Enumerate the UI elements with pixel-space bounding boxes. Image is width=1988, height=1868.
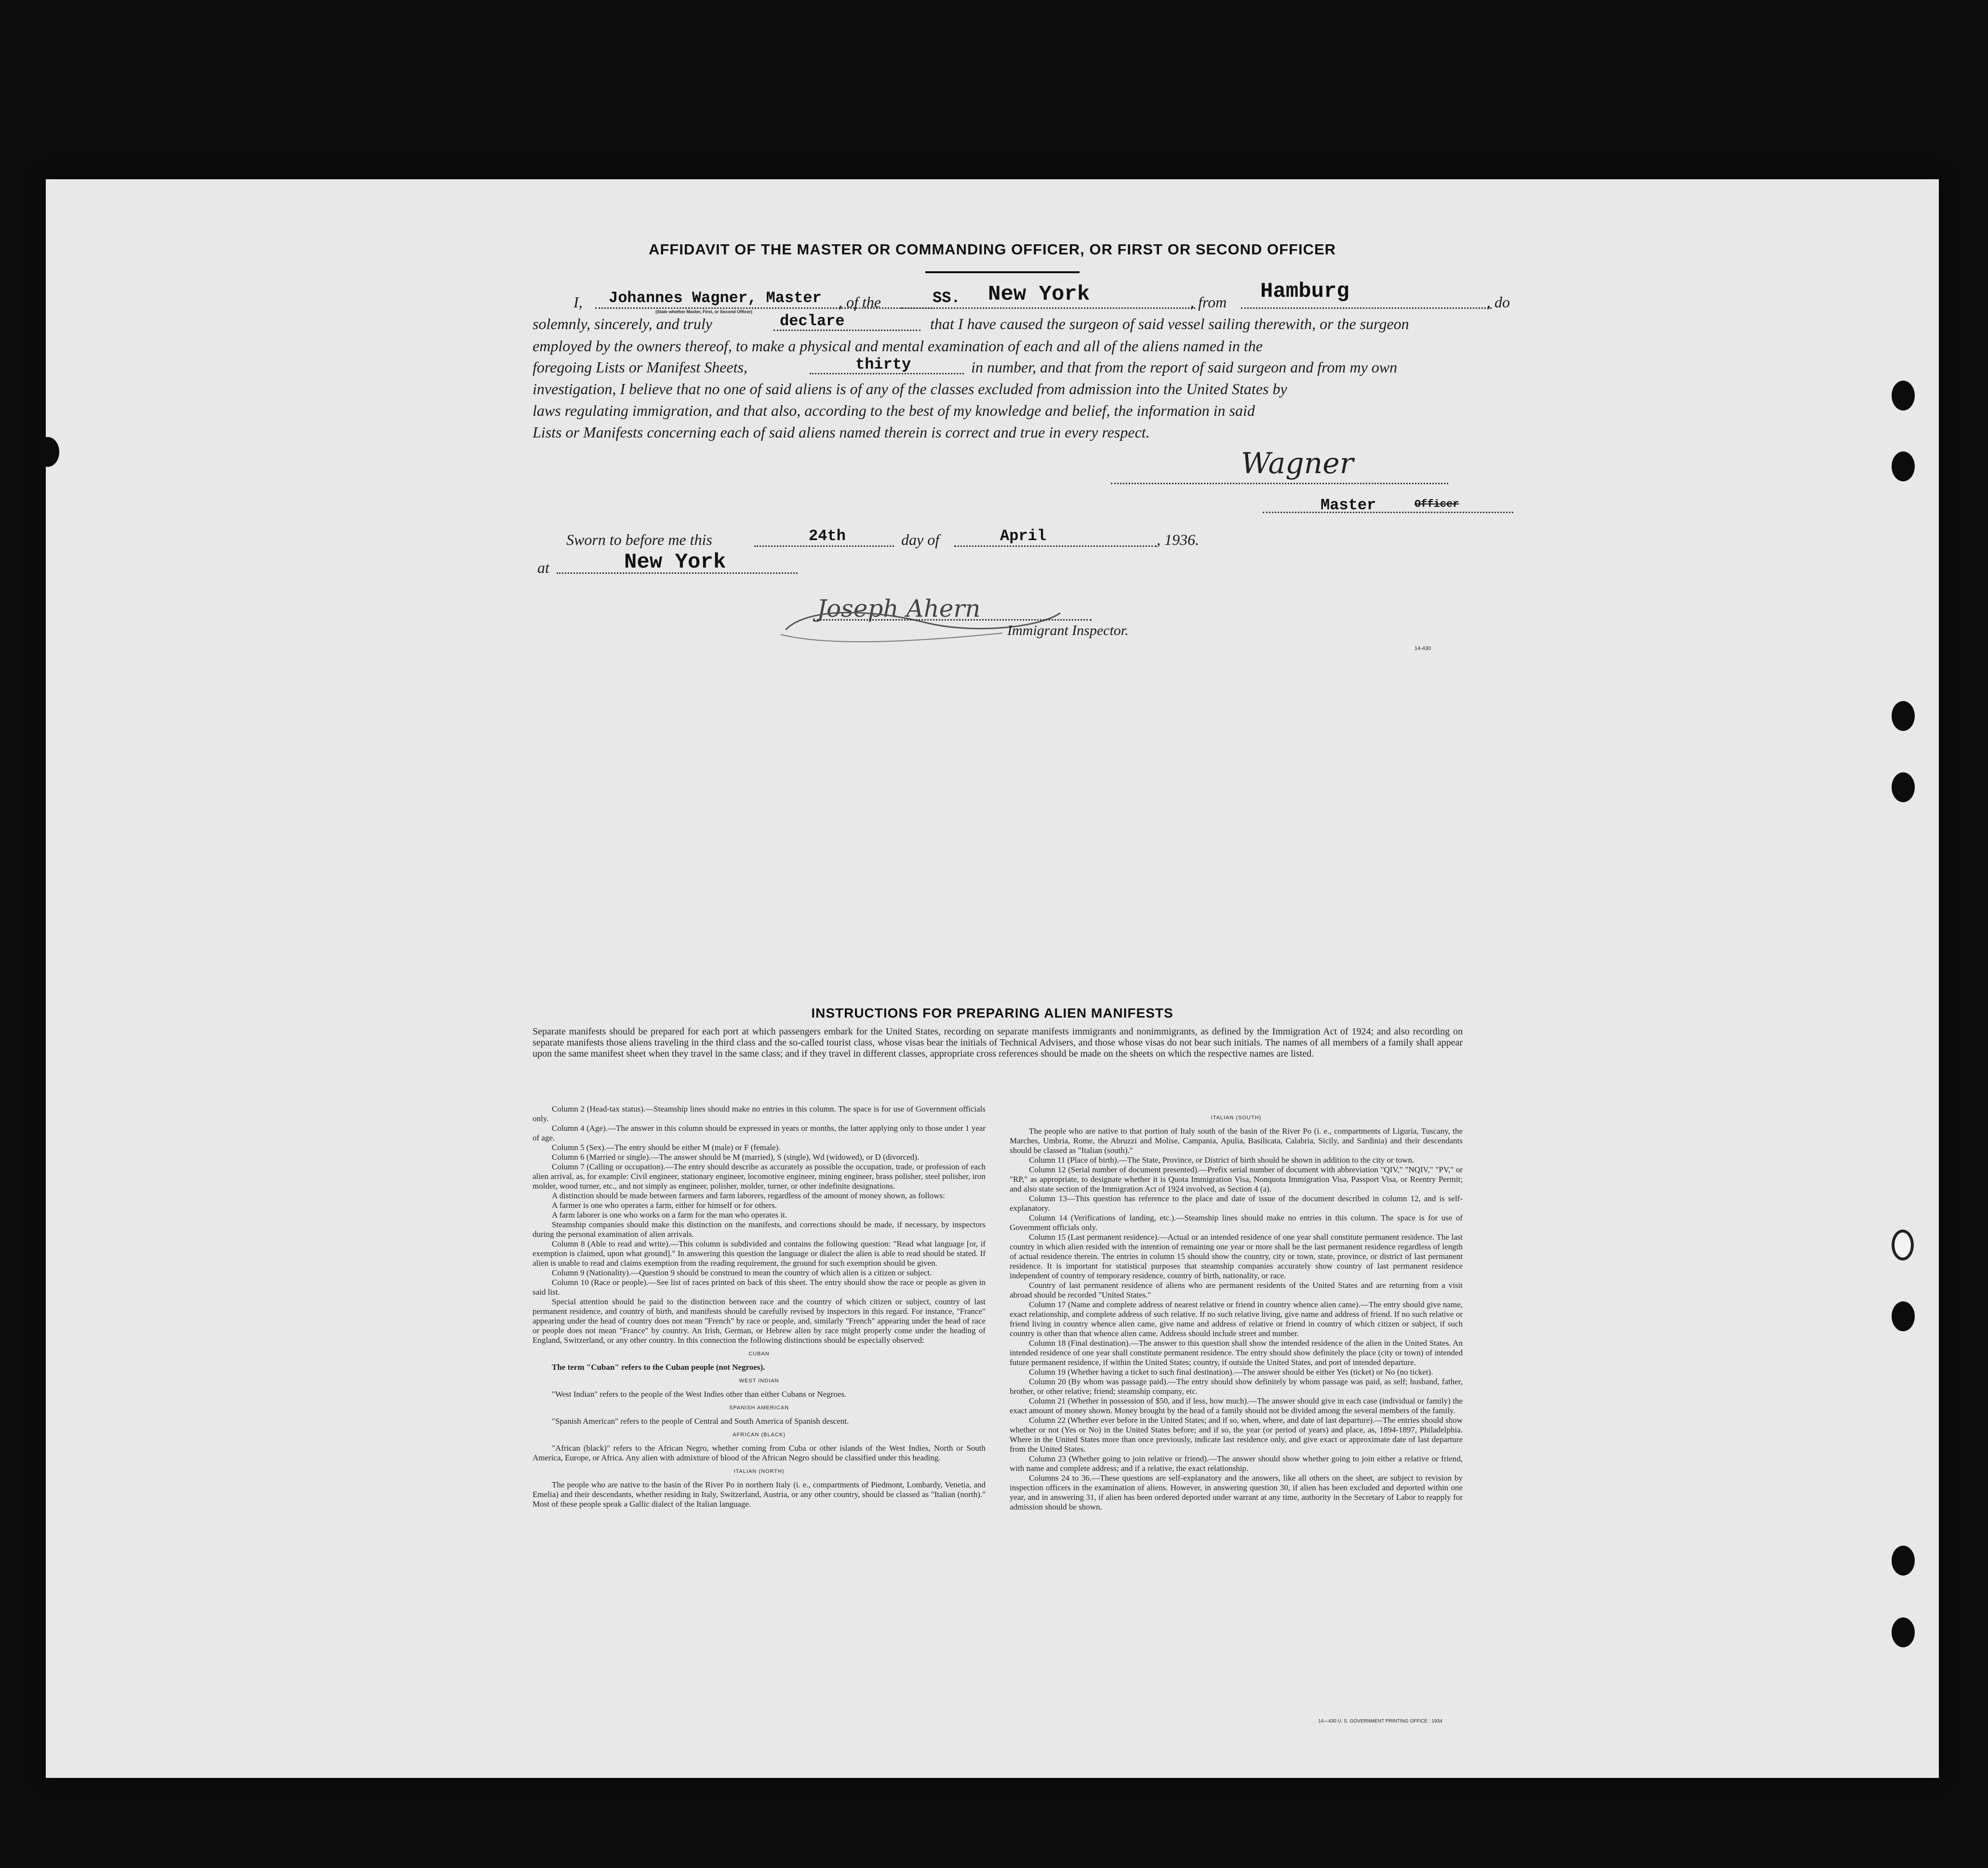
section-heading: SPANISH AMERICAN <box>729 1405 789 1411</box>
form-number: 14-430 <box>1414 646 1431 651</box>
at-label: at <box>537 559 549 576</box>
punch-hole <box>36 437 59 467</box>
instruction-paragraph: Columns 24 to 36.—These questions are self-explanatory and the answers, like all others on the sheet, are subject to revision by inspection officers in the examination of aliens. However, in answering question 30, if alien has been excluded and deported within one year, and in answering 31, if alien has been ordered deported under warrant at any time, authority in the Secretary of Labor to reapply for admission should be shown. <box>1010 1473 1463 1511</box>
affidavit-text: investigation, I believe that no one of said aliens is of any of the classes excluded from admission into the United States by <box>533 380 1287 397</box>
rank-struck: Officer <box>1414 498 1459 510</box>
affidavit-text: foregoing Lists or Manifest Sheets, <box>533 358 747 376</box>
instruction-paragraph: Column 20 (By whom was passage paid).—The entry should show definitely by whom passage was paid, as self; husband, father, brother, or other relative; friend; steamship company, etc. <box>1010 1377 1463 1396</box>
title-rule <box>925 271 1080 273</box>
instruction-paragraph: Column 21 (Whether in possession of $50, and if less, how much).—The answer should give in each case (individual or family) the exact amount of money shown. Money brought by the head of a family should not be divided among the several members of the family. <box>1010 1396 1463 1415</box>
punch-hole <box>1892 1617 1915 1647</box>
affidavit-text: Lists or Manifests concerning each of said aliens named therein is correct and true in every respect. <box>533 424 1150 441</box>
instruction-paragraph: Special attention should be paid to the distinction between race and the country of which citizen or subject, country of last permanent residence, and country of birth, and manifests should be carefully revised by inspectors in this regard. For instance, "France" appearing under the head of country does not mean "French" by race or people, and, similarly "French" appearing under the head of race or people does not mean "France" by country. An Irish, German, or Hebrew alien by race might properly come under the heading of England, Switzerland, or any other country. In this connection the following distinctions should be especially observed: <box>533 1297 986 1345</box>
instruction-paragraph: "African (black)" refers to the African Negro, whether coming from Cuba or other islands of the West Indies, North or South America, Europe, or Africa. Any alien with admixture of blood of the African Negro should be classified under this heading. <box>533 1444 986 1462</box>
instruction-paragraph: Column 6 (Married or single).—The answer should be M (married), S (single), Wd (widowed), or D (divorced). <box>552 1153 920 1162</box>
inspector-line <box>817 619 1092 621</box>
punch-hole <box>1892 1230 1914 1260</box>
instruction-paragraph: Column 11 (Place of birth).—The State, Province, or District of birth should be shown in addition to the city or town. <box>1029 1155 1414 1165</box>
sworn-year: , 1936. <box>1157 531 1199 548</box>
instruction-paragraph: Column 14 (Verifications of landing, etc.).—Steamship lines should make no entries in this column. The space is for use of Government officials only. <box>1010 1213 1463 1232</box>
vessel-prefix: SS. <box>933 289 961 307</box>
section-heading: AFRICAN (BLACK) <box>733 1432 786 1438</box>
instruction-paragraph: Column 8 (Able to read and write).—This column is subdivided and contains the following question: "Read what language [or, if exemption is claimed, upon what ground]." In answering this question the language or dialect the alien is able to read should be stated. If alien is unable to read and claims exemption from the reading requirement, the ground for such exemption should be given. <box>533 1239 986 1268</box>
instruction-paragraph: A farmer is one who operates a farm, either for himself or for others. <box>552 1201 777 1210</box>
affidavit-text: that I have caused the surgeon of said vessel sailing therewith, or the surgeon <box>930 315 1409 332</box>
vessel-name: New York <box>988 282 1090 306</box>
affidavit-text: I, <box>574 293 583 311</box>
instruction-paragraph: Column 5 (Sex).—The entry should be either M (male) or F (female). <box>552 1143 781 1152</box>
instruction-paragraph: The term "Cuban" refers to the Cuban people (not Negroes). <box>552 1363 765 1372</box>
instructions-intro: Separate manifests should be prepared for each port at which passengers embark for the United States, recording on separate manifests immigrants and nonimmigrants, as defined by the Immigration Act of 1924; and also recording on separate manifests those aliens traveling in the third class and the so-called tourist class, whose visas bear the initials of Technical Advisers, and those whose visas do not bear such initials. The names of all members of a family shall appear upon the same manifest sheet when they travel in the same class; and if they travel in different classes, appropriate cross references should be made on the sheets on which the respective names are listed. <box>533 1026 1463 1059</box>
instruction-paragraph: The people who are native to that portion of Italy south of the basin of the River Po (i. e., compartments of Liguria, Tuscany, the Marches, Umbria, Rome, the Abruzzi and Molise, Campania, Apulia, Basilicata, Calabria, Sicily, and Sardinia) and their descendants should be classed as "Italian (south)." <box>1010 1126 1463 1155</box>
sworn-place: New York <box>624 550 726 574</box>
instruction-paragraph: Column 15 (Last permanent residence).—Actual or an intended residence of one year shall constitute permanent residence. The last country in which alien resided with the intention of remaining one year or more shall be the last permanent residence regardless of length of actual residence therein. The entries in column 15 should show the country, city or town, state, province, or district of last permanent residence. It is important for statistical purposes that steamship companies accurately show country of last permanent residence independent of country of temporary residence, country of birth, nationality, or race. <box>1010 1232 1463 1280</box>
fill-line <box>754 545 894 547</box>
instruction-paragraph: A distinction should be made between farmers and farm laborers, regardless of the amount of money shown, as follows: <box>552 1191 945 1200</box>
affidavit-text: , of the <box>839 293 881 311</box>
sworn-month: April <box>1000 527 1047 545</box>
master-signature: Wagner <box>1241 447 1354 480</box>
signature-line <box>1111 483 1448 484</box>
instruction-paragraph: Column 7 (Calling or occupation).—The entry should describe as accurately as possible the occupation, trade, or profession of each alien arrival, as, for example: Civil engineer, stationary engineer, locomotive engineer, mining engineer, brass polisher, steel polisher, iron molder, wood turner, etc., and not simply as engineer, polisher, molder, turner, or other indefinite designations. <box>533 1162 986 1191</box>
declare-verb: declare <box>780 312 845 330</box>
inspector-signature: Joseph Ahern <box>817 595 981 623</box>
instructions-title: INSTRUCTIONS FOR PREPARING ALIEN MANIFESTS <box>811 1006 1174 1020</box>
instruction-paragraph: Column 23 (Whether going to join relative or friend).—The answer should show whether going to join either a relative or friend, with name and complete address; and if a relative, the exact relationship. <box>1010 1454 1463 1473</box>
instruction-paragraph: "Spanish American" refers to the people of Central and South America of Spanish descent. <box>552 1417 849 1426</box>
rank: Master <box>1321 496 1376 514</box>
instruction-paragraph: Column 13—This question has reference to the place and date of issue of the document described in column 12, and is self-explanatory. <box>1010 1194 1463 1213</box>
printing-office-footer: 14—430 U. S. GOVERNMENT PRINTING OFFICE : 1934 <box>1318 1719 1442 1724</box>
punch-hole <box>1892 1546 1915 1576</box>
affidavit-text: , do <box>1487 293 1510 311</box>
instruction-paragraph: Column 18 (Final destination).—The answer to this question shall show the intended residence of the alien in the United States. An intended residence of one year shall constitute permanent residence. The entry should show definitely the place (city or town) of intended future permanent residence, if within the United States; country, if outside the United States, and port of intended departure. <box>1010 1338 1463 1367</box>
section-heading: ITALIAN (SOUTH) <box>1211 1115 1262 1121</box>
affidavit-text: solemnly, sincerely, and truly <box>533 315 712 332</box>
section-heading: CUBAN <box>748 1351 770 1357</box>
instructions-right-column <box>1010 1109 1463 1512</box>
punch-hole <box>1892 381 1915 411</box>
sworn-day: 24th <box>809 527 846 545</box>
sworn-text: day of <box>901 531 940 548</box>
punch-hole <box>1892 451 1915 481</box>
instruction-paragraph: Column 12 (Serial number of document presented).—Prefix serial number of document with abbreviation "QIV," "NQIV," "PV," or "RP," as appropriate, to designate whether it is Quota Immigration Visa, Nonquota Immigration Visa, Passport Visa, or Reentry Permit; and also state section of the Immigration Act of 1924 involved, as Section 4 (a). <box>1010 1165 1463 1193</box>
manifest-sheet <box>46 179 1939 1778</box>
fill-line <box>595 307 933 309</box>
affidavit-title: AFFIDAVIT OF THE MASTER OR COMMANDING OFFICER, OR FIRST OR SECOND OFFICER <box>648 241 1336 258</box>
rank-line <box>1263 512 1513 513</box>
instruction-paragraph: Column 17 (Name and complete address of nearest relative or friend in country whence alien came).—The entry should give name, exact relationship, and complete address of such relative. If no such relative living, give name and address of friend. If no such relative or friend living in country whence alien came, give name and address of relative or friend in country of which citizen or subject, if such country is other than that whence alien came. Address should include street and number. <box>1010 1300 1463 1338</box>
instruction-paragraph: A farm laborer is one who works on a farm for the man who operates it. <box>552 1210 787 1219</box>
instruction-paragraph: "West Indian" refers to the people of the West Indies other than either Cubans or Negroes. <box>552 1390 847 1399</box>
punch-hole <box>1892 1301 1915 1331</box>
fill-line <box>901 307 1195 309</box>
instruction-paragraph: Column 2 (Head-tax status).—Steamship lines should make no entries in this column. The space is for use of Government officials only. <box>533 1104 986 1123</box>
affidavit-text: laws regulating immigration, and that also, according to the best of my knowledge and belief, the information in said <box>533 402 1255 419</box>
instruction-paragraph: Steamship companies should make this distinction on the manifests, and corrections should be made, if necessary, by inspectors during the personal examination of alien arrivals. <box>533 1220 986 1239</box>
instruction-paragraph: Column 19 (Whether having a ticket to such final destination).—The answer should be either Yes (ticket) or No (no ticket). <box>1029 1367 1433 1377</box>
section-heading: WEST INDIAN <box>739 1378 779 1384</box>
section-heading: ITALIAN (NORTH) <box>734 1469 785 1474</box>
officer-hint: (State whether Master, First, or Second Officer) <box>655 309 753 314</box>
instruction-paragraph: Country of last permanent residence of aliens who are permanent residents of the United States and are returning from a visit abroad should be recorded "United States." <box>1010 1281 1463 1299</box>
punch-hole <box>1892 772 1915 802</box>
sworn-text: Sworn to before me this <box>566 531 712 548</box>
fill-line <box>1241 307 1492 309</box>
affidavit-text: in number, and that from the report of said surgeon and from my own <box>971 358 1398 376</box>
punch-hole <box>1892 701 1915 731</box>
sheet-count: thirty <box>855 356 911 373</box>
instruction-paragraph: Column 9 (Nationality).—Question 9 should be construed to mean the country of which alien is a citizen or subject. <box>552 1268 932 1277</box>
inspector-label: Immigrant Inspector. <box>1007 623 1129 638</box>
instructions-left-column <box>533 1104 986 1509</box>
instruction-paragraph: Column 10 (Race or people).—See list of races printed on back of this sheet. The entry should show the race or people as given in said list. <box>533 1278 986 1297</box>
affidavit-text: , from <box>1190 293 1227 311</box>
instruction-paragraph: Column 22 (Whether ever before in the United States; and if so, when, where, and date of last departure).—The entries should show whether or not (Yes or No) in the United States before; and if so, the year (or period of years) and place, as, 1894-1897, Philadelphia. Where in the United States more than once previously, indicate last residence only, and give exact or approximate date of last departure from the United States. <box>1010 1416 1463 1454</box>
officer-name: Johannes Wagner, Master <box>609 289 822 307</box>
instruction-paragraph: Column 4 (Age).—The answer in this column should be expressed in years or months, the latter applying only to those under 1 year of age. <box>533 1124 986 1142</box>
port-name: Hamburg <box>1260 279 1349 304</box>
instruction-paragraph: The people who are native to the basin of the River Po in northern Italy (i. e., compartments of Piedmont, Lombardy, Venetia, and Emelia) and their descendants, whether residing in Italy, Switzerland, Austria, or any other country, should be classed as "Italian (north)." Most of these people speak a Gallic dialect of the Italian language. <box>533 1480 986 1509</box>
affidavit-text: employed by the owners thereof, to make a physical and mental examination of each and all of the aliens named in the <box>533 337 1263 355</box>
fill-line <box>954 545 1157 547</box>
